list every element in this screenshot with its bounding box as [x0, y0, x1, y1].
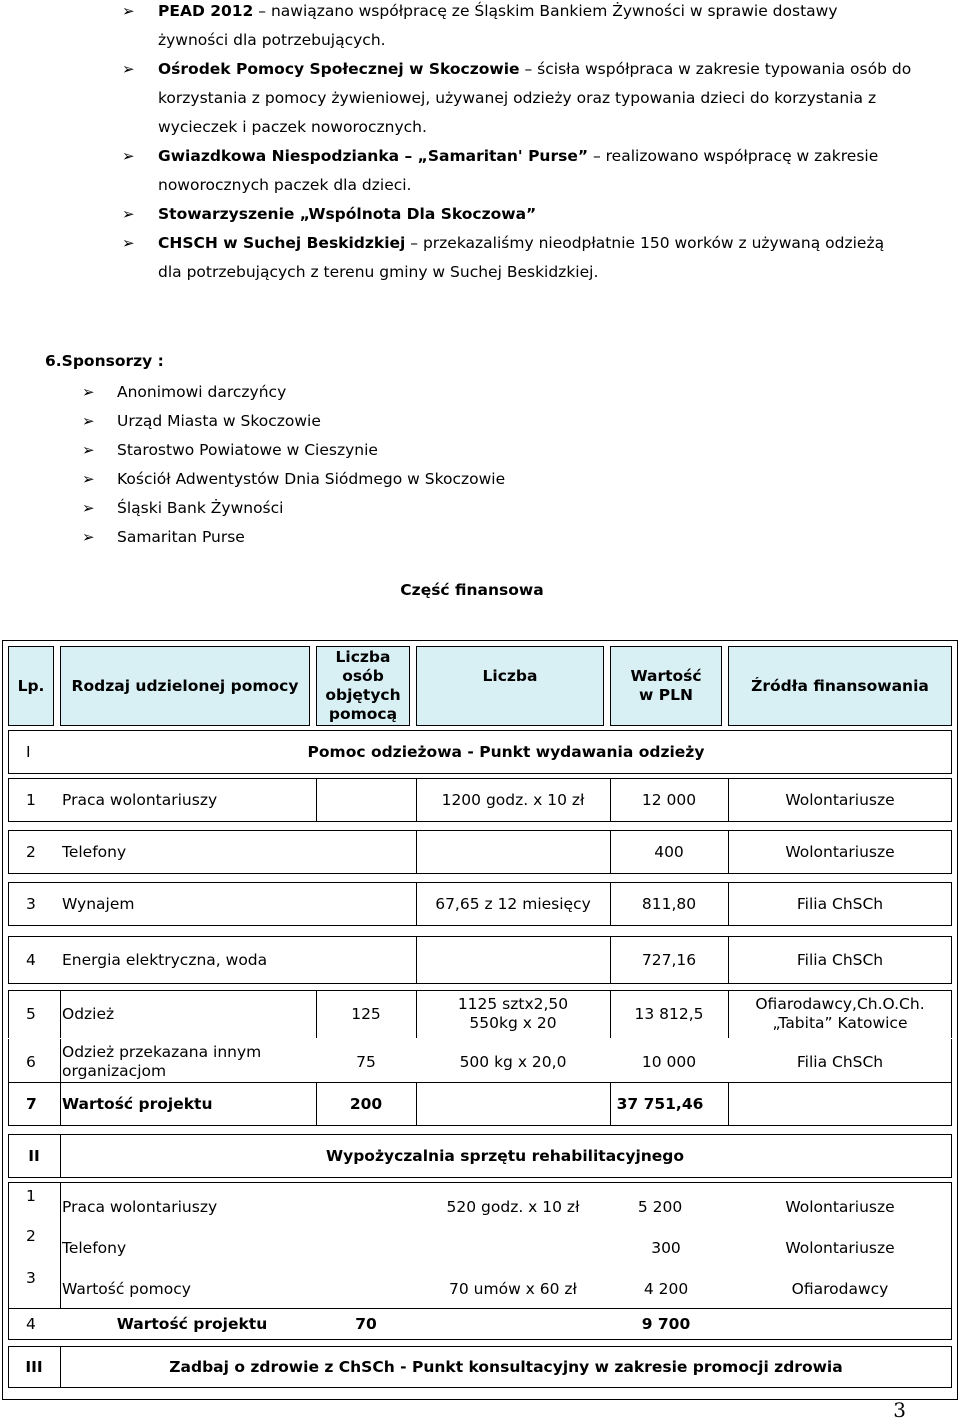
cell-liczba: 70 umów x 60 zł — [449, 1279, 577, 1298]
section-title: Wypożyczalnia sprzętu rehabilitacyjnego — [326, 1146, 685, 1165]
cell-liczba: 520 godz. x 10 zł — [446, 1197, 580, 1216]
cell-lp: 5 — [26, 1004, 36, 1023]
cell-wartosc: 13 812,5 — [634, 1004, 704, 1023]
arrow-bullet-icon: ➢ — [82, 383, 95, 401]
cell-wartosc: 37 751,46 — [616, 1094, 704, 1113]
cell-zrodlo: Wolontariusze — [785, 790, 895, 809]
cell-rodzaj: Telefony — [62, 1238, 127, 1257]
header-liczba: Liczba — [482, 666, 538, 685]
cell-wartosc: 9 700 — [641, 1314, 691, 1333]
arrow-bullet-icon: ➢ — [82, 499, 95, 517]
finance-heading: Część finansowa — [400, 581, 544, 599]
cell-zrodlo: Filia ChSCh — [796, 894, 884, 913]
section-number: II — [28, 1146, 40, 1165]
arrow-bullet-icon: ➢ — [82, 441, 95, 459]
cell-liczba-osob: 200 — [349, 1094, 383, 1113]
list-item: ➢ Gwiazdkowa Niespodzianka – „Samaritan' Purse” – realizowano współpracę w zakresie noworocznych paczek dla dzieci. — [122, 142, 912, 200]
section-number: I — [26, 742, 31, 761]
arrow-bullet-icon: ➢ — [122, 2, 135, 20]
header-lp: Lp. — [17, 676, 45, 695]
cell-rodzaj: Praca wolontariuszy — [62, 1197, 218, 1216]
sponsor-item: ➢ Śląski Bank Żywności — [82, 494, 505, 523]
cell-lp: 1 — [26, 1186, 36, 1205]
cell-liczba-osob: 75 — [356, 1052, 376, 1071]
cell-wartosc: 10 000 — [641, 1052, 697, 1071]
cell-lp: 6 — [26, 1052, 36, 1071]
cell-wartosc: 5 200 — [637, 1197, 683, 1216]
cell-wartosc: 4 200 — [643, 1279, 689, 1298]
cell-lp: 2 — [26, 1226, 36, 1245]
cell-rodzaj: Energia elektryczna, woda — [62, 950, 268, 969]
arrow-bullet-icon: ➢ — [122, 60, 135, 78]
arrow-bullet-icon: ➢ — [82, 528, 95, 546]
list-item: ➢ CHSCH w Suchej Beskidzkiej – przekazaliśmy nieodpłatnie 150 worków z używaną odzieżą dla potrzebujących z terenu gminy w Suchej Beskidzkiej. — [122, 229, 912, 287]
cell-rodzaj: Wartość projektu — [116, 1314, 268, 1333]
page-number: 3 — [893, 1398, 906, 1422]
cell-zrodlo: Wolontariusze — [785, 1238, 895, 1257]
cell-zrodlo: Wolontariusze — [785, 1197, 895, 1216]
cell-zrodlo: Ofiarodawcy — [791, 1279, 889, 1298]
cell-zrodlo: Wolontariusze — [785, 842, 895, 861]
cell-rodzaj: Odzież przekazana innym organizacjom — [62, 1043, 262, 1080]
arrow-bullet-icon: ➢ — [82, 412, 95, 430]
cell-wartosc: 300 — [651, 1238, 681, 1257]
cell-lp: 2 — [26, 842, 36, 861]
list-item: ➢ Ośrodek Pomocy Społecznej w Skoczowie – ścisła współpraca w zakresie typowania osób do korzystania z pomocy żywieniowej, używanej odzieży oraz typowania dzieci do korzystania z wycieczek i paczek noworocznych. — [122, 55, 912, 142]
cell-rodzaj: Telefony — [62, 842, 127, 861]
cell-lp: 4 — [26, 950, 36, 969]
sponsor-item: ➢ Starostwo Powiatowe w Cieszynie — [82, 436, 505, 465]
sponsors-heading: 6.Sponsorzy : — [45, 352, 164, 370]
arrow-bullet-icon: ➢ — [122, 147, 135, 165]
section-title: Pomoc odzieżowa - Punkt wydawania odzieży — [307, 742, 705, 761]
cell-lp: 3 — [26, 1268, 36, 1287]
cell-liczba-osob: 70 — [355, 1314, 377, 1333]
header-zrodla: Źródła finansowania — [751, 676, 929, 695]
cell-wartosc: 727,16 — [641, 950, 697, 969]
cell-rodzaj: Wartość pomocy — [62, 1279, 191, 1298]
arrow-bullet-icon: ➢ — [82, 470, 95, 488]
cell-rodzaj: Wynajem — [62, 894, 135, 913]
cell-lp: 3 — [26, 894, 36, 913]
cell-wartosc: 12 000 — [641, 790, 697, 809]
cell-rodzaj: Odzież — [62, 1004, 115, 1023]
cell-wartosc: 400 — [654, 842, 684, 861]
header-liczba-osob: Liczba osób objętych pomocą — [325, 648, 401, 723]
arrow-bullet-icon: ➢ — [122, 205, 135, 223]
sponsor-item: ➢ Samaritan Purse — [82, 523, 505, 552]
cell-zrodlo: Filia ChSCh — [796, 1052, 884, 1071]
cell-lp: 1 — [26, 790, 36, 809]
header-rodzaj: Rodzaj udzielonej pomocy — [71, 676, 299, 695]
sponsor-item: ➢ Kościół Adwentystów Dnia Siódmego w Skoczowie — [82, 465, 505, 494]
sponsor-item: ➢ Anonimowi darczyńcy — [82, 378, 505, 407]
list-item: ➢ PEAD 2012 – nawiązano współpracę ze Śląskim Bankiem Żywności w sprawie dostawy żywności dla potrzebujących. — [122, 0, 912, 55]
cell-liczba: 1125 sztx2,50 550kg x 20 — [457, 995, 569, 1032]
section-number: III — [25, 1357, 43, 1376]
cell-liczba: 67,65 z 12 miesięcy — [435, 894, 591, 913]
cooperation-list — [122, 0, 912, 287]
cell-liczba: 1200 godz. x 10 zł — [441, 790, 585, 809]
cell-zrodlo: Ofiarodawcy,Ch.O.Ch. „Tabita” Katowice — [755, 995, 925, 1032]
cell-liczba-osob: 125 — [351, 1004, 381, 1023]
finance-table — [2, 640, 958, 1400]
cell-lp: 4 — [26, 1314, 36, 1333]
list-item: ➢ Stowarzyszenie „Wspólnota Dla Skoczowa” — [122, 200, 912, 229]
cell-rodzaj: Wartość projektu — [62, 1094, 213, 1113]
sponsors-list — [82, 378, 505, 552]
cell-wartosc: 811,80 — [641, 894, 697, 913]
arrow-bullet-icon: ➢ — [122, 234, 135, 252]
cell-zrodlo: Filia ChSCh — [796, 950, 884, 969]
section-title: Zadbaj o zdrowie z ChSCh - Punkt konsultacyjny w zakresie promocji zdrowia — [169, 1357, 843, 1376]
header-wartosc: Wartość w PLN — [630, 667, 702, 704]
sponsor-item: ➢ Urząd Miasta w Skoczowie — [82, 407, 505, 436]
cell-lp: 7 — [26, 1094, 37, 1113]
cell-liczba: 500 kg x 20,0 — [459, 1052, 567, 1071]
cell-rodzaj: Praca wolontariuszy — [62, 790, 218, 809]
